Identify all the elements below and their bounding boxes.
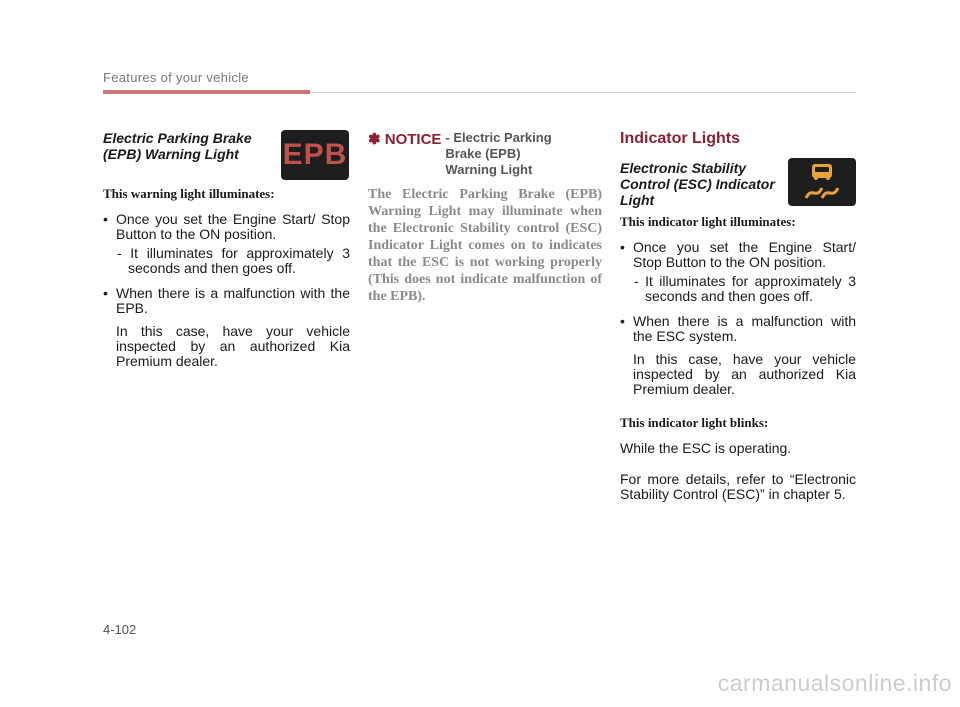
header-rule [310, 92, 856, 93]
page-number: 4-102 [103, 622, 137, 637]
notice-column [368, 130, 602, 305]
esc-blinks-text: While the ESC is operating. [620, 440, 792, 456]
watermark: carmanualsonline.info [717, 670, 952, 696]
notice-subject: - Electric Parking Brake (EPB) Warning Light [445, 130, 552, 177]
header-accent-bar [103, 90, 310, 94]
epb-warning-light-icon: EPB [281, 130, 349, 180]
epb-heading: Electric Parking Brake (EPB) Warning Light [103, 130, 252, 162]
notice-heading [368, 130, 602, 178]
esc-more-details: For more details, refer to “Electronic Stability Control (ESC)” in chapter 5. [620, 471, 856, 502]
esc-illuminates-label: This indicator light illuminates: [620, 214, 796, 229]
esc-dealer-note: In this case, have your vehicle inspected by an authorized Kia Premium dealer. [633, 351, 856, 397]
esc-heading: Electronic Stability Control (ESC) Indicator Light [620, 160, 775, 208]
section-header: Features of your vehicle [103, 70, 249, 85]
notice-label: ✽ NOTICE [368, 131, 442, 148]
indicator-column [620, 130, 856, 502]
epb-bullet-on-sub: - It illuminates for approximately 3 seconds and then goes off. [117, 245, 350, 276]
notice-body: The Electric Parking Brake (EPB) Warning Light may illuminate when the Electronic Stability control (ESC) Indicator Light comes on to indicates that the ESC is not working properly (This does not indicate malfunction of the EPB). [368, 187, 602, 304]
esc-car-skid-icon [788, 158, 856, 206]
indicator-lights-title: Indicator Lights [620, 130, 740, 147]
esc-bullet-malfunction: • When there is a malfunction with the ESC system. [620, 314, 856, 344]
esc-blinks-label: This indicator light blinks: [620, 415, 769, 430]
epb-illuminates-label: This warning light illuminates: [103, 186, 275, 201]
esc-bullet-on: • Once you set the Engine Start/ Stop Button to the ON position. [620, 240, 856, 270]
epb-bullet-malfunction: • When there is a malfunction with the EPB. [103, 286, 350, 316]
epb-column [103, 130, 350, 369]
esc-indicator-light-icon [788, 158, 856, 206]
epb-bullet-on: • Once you set the Engine Start/ Stop Button to the ON position. [103, 212, 350, 242]
esc-bullet-on-sub: - It illuminates for approximately 3 seconds and then goes off. [634, 273, 856, 304]
epb-dealer-note: In this case, have your vehicle inspected by an authorized Kia Premium dealer. [116, 323, 350, 369]
